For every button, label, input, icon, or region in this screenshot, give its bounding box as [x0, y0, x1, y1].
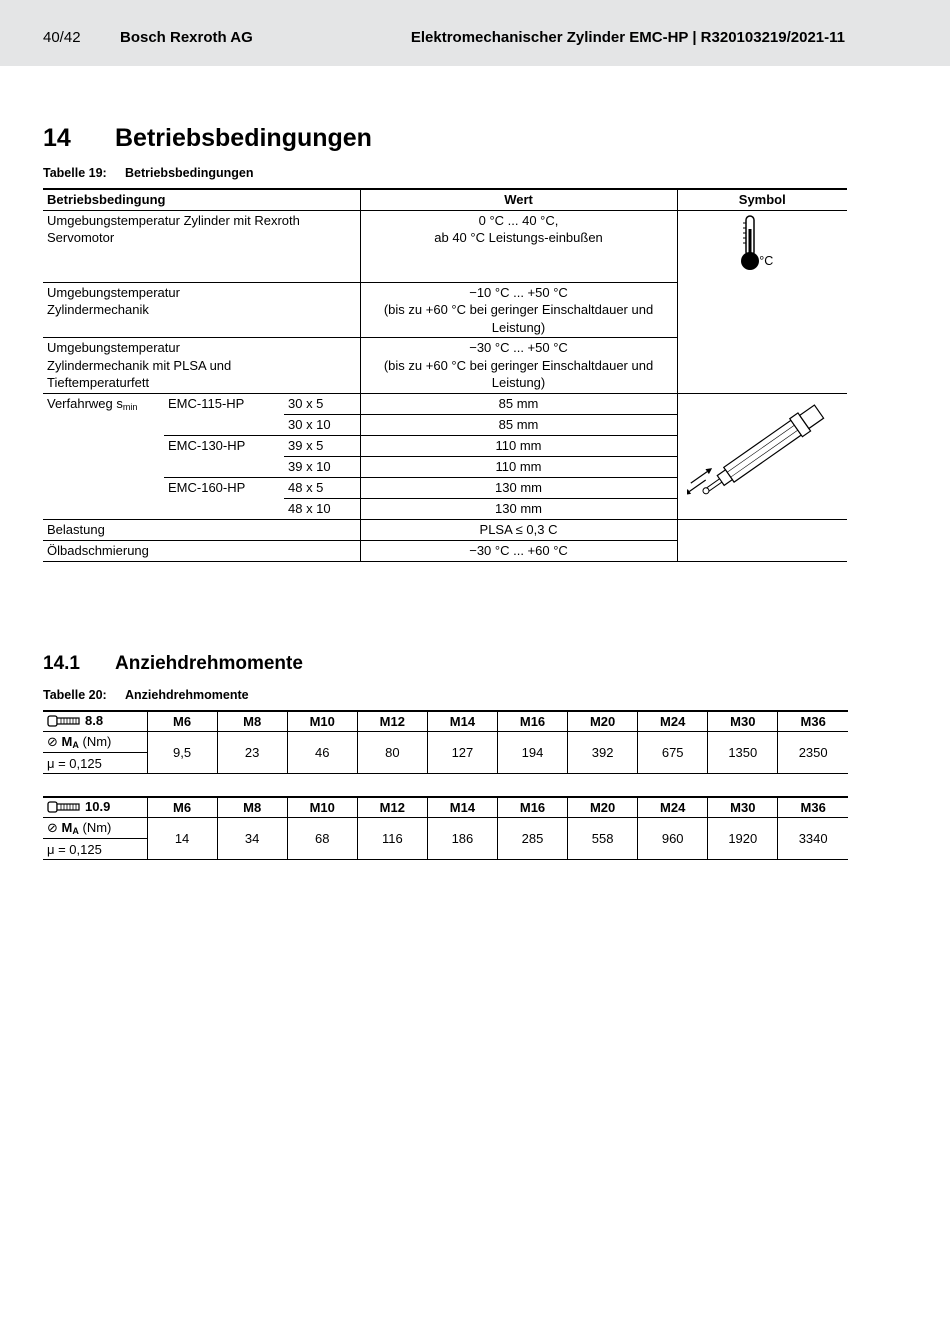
value-cell: 110 mm: [360, 435, 677, 456]
thermometer-symbol-cell: [677, 210, 847, 393]
value-line: −10 °C ... +50 °C: [469, 284, 568, 300]
condition-cell: [43, 282, 360, 338]
torque-value: 194: [497, 732, 567, 774]
size-header: M14: [427, 797, 497, 818]
value-line: (bis zu +60 °C bei geringer Einschaltdauer und: [383, 302, 654, 317]
table20-caption: [43, 688, 249, 702]
size-header: M10: [287, 797, 357, 818]
size-header: M24: [638, 797, 708, 818]
cylinder-symbol-cell: [677, 393, 847, 519]
value-cell: [360, 282, 677, 338]
value-cell: 110 mm: [360, 456, 677, 477]
size-header: M36: [778, 797, 848, 818]
size-cell: 30 x 5: [284, 393, 360, 414]
ma-unit: (Nm): [82, 734, 112, 749]
value-cell: 130 mm: [360, 498, 677, 519]
size-cell: 48 x 5: [284, 477, 360, 498]
grade-label: 10.9: [85, 799, 111, 815]
section-number: 14: [43, 124, 71, 152]
condition-cell: [43, 338, 360, 394]
load-label: Belastung: [43, 519, 360, 540]
size-header: M10: [287, 711, 357, 732]
size-cell: 48 x 10: [284, 498, 360, 519]
ma-label: [43, 818, 147, 839]
size-cell: 39 x 5: [284, 435, 360, 456]
thermometer-icon: [732, 215, 792, 275]
col-header-condition: Betriebsbedingung: [43, 189, 360, 210]
table-header-row: [43, 189, 847, 210]
table20-caption-title: Anziehdrehmomente: [125, 688, 249, 702]
size-header: M12: [357, 797, 427, 818]
size-header: M8: [217, 797, 287, 818]
company-name: Bosch Rexroth AG: [120, 29, 253, 46]
torque-value: 116: [357, 818, 427, 860]
subsection-title: Anziehdrehmomente: [115, 653, 303, 674]
col-header-value: Wert: [360, 189, 677, 210]
subsection-heading: [43, 653, 303, 675]
torque-value: 34: [217, 818, 287, 860]
grade-cell: [43, 797, 147, 818]
torque-value: 46: [287, 732, 357, 774]
page-number: 40/42: [43, 29, 81, 46]
ma-label: [43, 732, 147, 753]
value-cell: 130 mm: [360, 477, 677, 498]
size-header: M20: [568, 797, 638, 818]
value-line: (bis zu +60 °C bei geringer Einschaltdauer und: [383, 357, 654, 373]
torque-value: 127: [427, 732, 497, 774]
torque-value: 285: [497, 818, 567, 860]
table19-caption-title: Betriebsbedingungen: [125, 166, 254, 180]
mu-label: μ = 0,125: [43, 839, 147, 860]
operating-conditions-table: [43, 188, 847, 562]
size-header: M14: [427, 711, 497, 732]
value-line: Leistung): [491, 319, 546, 335]
torque-row: [43, 818, 848, 839]
grade-label: 8.8: [85, 713, 104, 729]
torque-value: 23: [217, 732, 287, 774]
size-cell: 30 x 10: [284, 414, 360, 435]
condition-line: Umgebungstemperatur Zylinder mit Rexroth: [47, 212, 300, 228]
condition-cell: [43, 210, 360, 282]
value-line: Leistung): [491, 375, 546, 390]
ma-symbol: M: [61, 734, 73, 749]
diameter-icon: ⊘: [47, 734, 58, 749]
value-cell: [360, 338, 677, 394]
torque-table-8-8: [43, 710, 848, 774]
travel-label-sub: min: [122, 401, 138, 412]
cylinder-illustration-icon: [687, 399, 837, 509]
section-heading: [43, 124, 372, 153]
torque-value: 186: [427, 818, 497, 860]
table-row: [43, 393, 847, 414]
ma-subscript: A: [72, 826, 79, 836]
torque-value: 392: [568, 732, 638, 774]
model-cell: EMC-160-HP: [164, 477, 284, 519]
size-cell: 39 x 10: [284, 456, 360, 477]
size-header: M36: [778, 711, 848, 732]
section-title: Betriebsbedingungen: [115, 124, 372, 152]
size-header: M30: [708, 711, 778, 732]
travel-label: Verfahrweg s: [47, 395, 123, 411]
size-header: M12: [357, 711, 427, 732]
size-header: M30: [708, 797, 778, 818]
model-cell: EMC-115-HP: [164, 393, 284, 435]
torque-table-10-9: [43, 796, 848, 860]
torque-value: 960: [638, 818, 708, 860]
bolt-icon: [47, 801, 81, 813]
value-line: 0 °C ... 40 °C,: [478, 212, 559, 228]
condition-line: Umgebungstemperatur: [47, 340, 180, 355]
value-line: −30 °C ... +50 °C: [469, 340, 568, 355]
size-header: M6: [147, 711, 217, 732]
torque-row: [43, 732, 848, 753]
value-cell: 85 mm: [360, 414, 677, 435]
condition-line: Umgebungstemperatur: [47, 284, 180, 300]
oil-label: Ölbadschmierung: [47, 542, 149, 558]
torque-value: 9,5: [147, 732, 217, 774]
celsius-label: °C: [759, 253, 774, 268]
table19-caption: [43, 166, 253, 180]
torque-value: 80: [357, 732, 427, 774]
torque-value: 3340: [778, 818, 848, 860]
page-header: [0, 0, 950, 66]
size-header: M6: [147, 797, 217, 818]
size-header: M20: [568, 711, 638, 732]
travel-label-cell: [43, 393, 164, 519]
condition-line: Tieftemperaturfett: [47, 375, 150, 390]
value-line: ab 40 °C Leistungs-einbußen: [434, 230, 603, 245]
condition-line: Servomotor: [47, 230, 115, 245]
table20-caption-number: Tabelle 20:: [43, 688, 107, 702]
table-row: [43, 519, 847, 540]
torque-value: 675: [638, 732, 708, 774]
col-header-symbol: Symbol: [677, 189, 847, 210]
ma-unit: (Nm): [82, 820, 112, 835]
table19-caption-number: Tabelle 19:: [43, 166, 107, 180]
bolt-icon: [47, 715, 81, 727]
torque-header-row: [43, 797, 848, 818]
size-header: M24: [638, 711, 708, 732]
load-value: PLSA ≤ 0,3 C: [360, 519, 677, 540]
size-header: M16: [497, 797, 567, 818]
torque-header-row: [43, 711, 848, 732]
subsection-number: 14.1: [43, 653, 80, 674]
torque-value: 1350: [708, 732, 778, 774]
document-title: Elektromechanischer Zylinder EMC-HP | R320103219/2021-11: [410, 29, 845, 46]
table-row: [43, 210, 847, 282]
size-header: M8: [217, 711, 287, 732]
condition-line: Zylindermechanik: [47, 302, 149, 317]
grade-cell: [43, 711, 147, 732]
size-header: M16: [497, 711, 567, 732]
value-cell: [360, 210, 677, 282]
model-cell: EMC-130-HP: [164, 435, 284, 477]
torque-value: 14: [147, 818, 217, 860]
ma-symbol: M: [61, 820, 73, 835]
mu-label: μ = 0,125: [43, 753, 147, 774]
torque-value: 2350: [778, 732, 848, 774]
torque-value: 68: [287, 818, 357, 860]
oil-value: −30 °C ... +60 °C: [360, 540, 677, 561]
torque-value: 1920: [708, 818, 778, 860]
condition-line: Zylindermechanik mit PLSA und: [47, 357, 232, 373]
empty-symbol-cell: [677, 519, 847, 561]
ma-subscript: A: [72, 740, 79, 750]
value-cell: 85 mm: [360, 393, 677, 414]
torque-value: 558: [568, 818, 638, 860]
diameter-icon: ⊘: [47, 820, 58, 835]
